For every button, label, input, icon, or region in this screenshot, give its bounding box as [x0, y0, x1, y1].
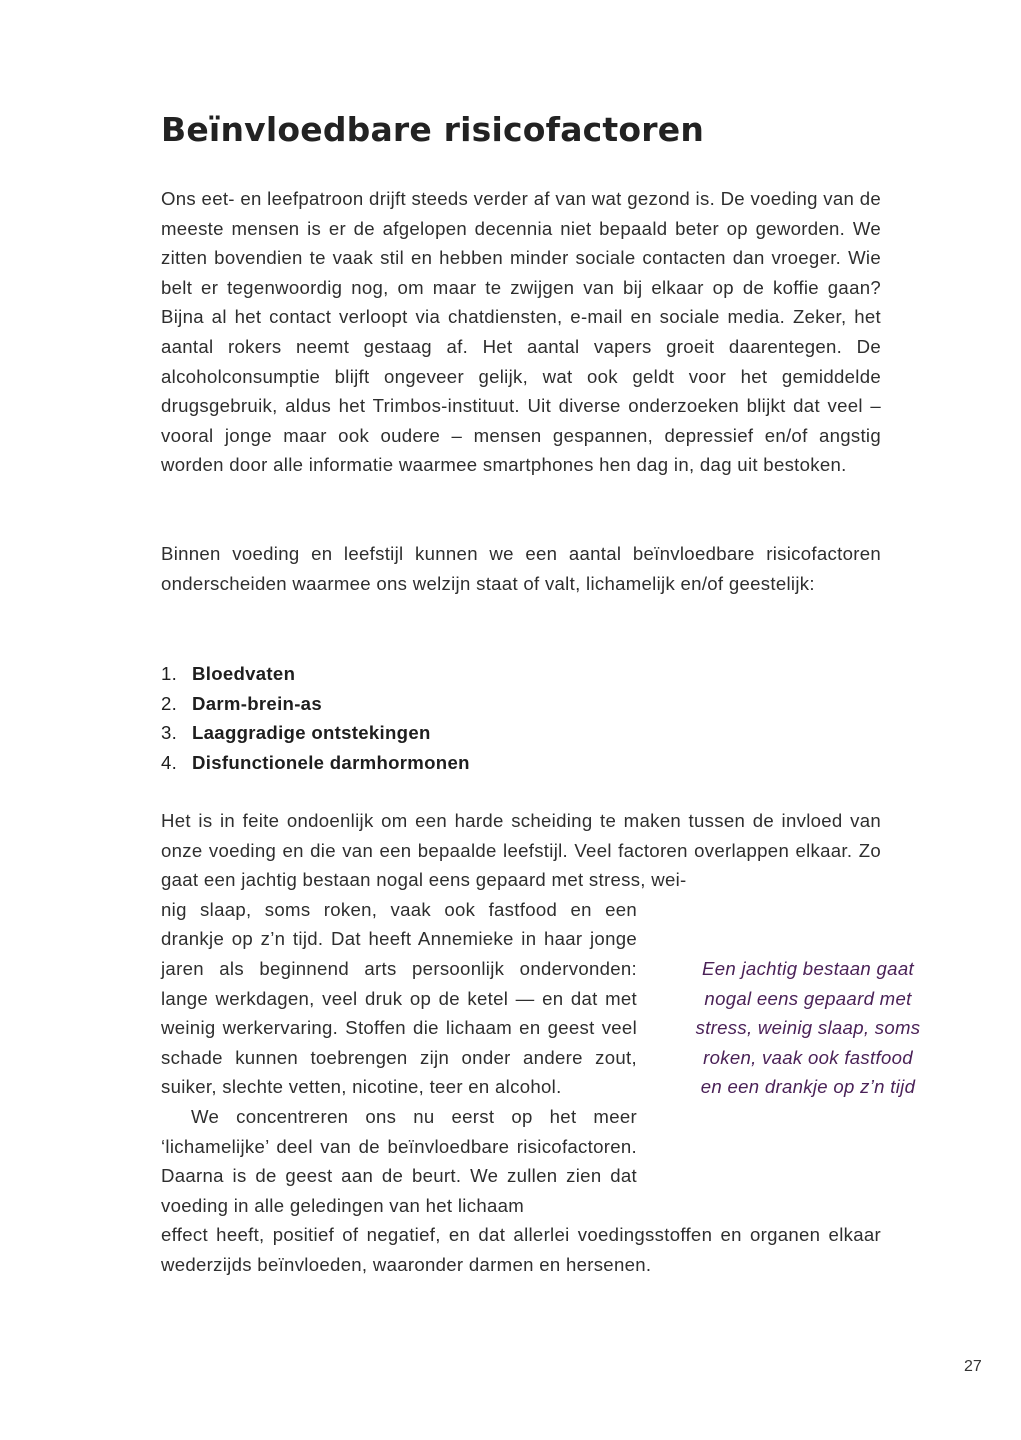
page-title: Beïnvloedbare risicofactoren	[161, 110, 705, 149]
pull-quote: Een jachtig bestaan gaat nogal eens gepaard met stress, weinig slaap, soms roken, vaak ook fastfood en een drankje op z’n tijd	[695, 958, 921, 1098]
list-item-number: 2.	[161, 692, 178, 714]
list-item-label: Laaggradige ontstekingen	[192, 722, 431, 744]
list-item-label: Darm-brein-as	[192, 692, 322, 714]
risk-factor-list	[161, 659, 470, 777]
paragraph-focus-narrow: We concentreren ons nu eerst op het meer ‘lichamelijke’ deel van de beïnvloedbare risicofactoren. Daarna is de geest aan de beurt. We zullen zien dat voeding in alle geledingen van het lichaam	[161, 1105, 637, 1216]
list-item	[161, 718, 470, 748]
list-item-label: Disfunctionele darmhormonen	[192, 751, 470, 773]
list-item	[161, 659, 470, 689]
paragraph-focus-tail: effect heeft, positief of negatief, en dat allerlei voedingsstoffen en organen elkaar wederzijds beïnvloeden, waaronder darmen en hersenen.	[161, 1224, 881, 1275]
list-item-number: 4.	[161, 751, 178, 773]
page-number: 27	[964, 1358, 982, 1375]
paragraph-intro: Ons eet- en leefpatroon drijft steeds verder af van wat gezond is. De voeding van de meeste mensen is er de afgelopen decennia niet bepaald beter op geworden. We zitten bovendien te vaak stil en hebben minder sociale contacten dan vroeger. Wie belt er tegenwoordig nog, om maar te zwijgen van bij elkaar op de koffie gaan? Bijna al het contact verloopt via chatdiensten, e-mail en sociale media. Zeker, het aantal rokers neemt gestaag af. Het aantal vapers groeit daarentegen. De alcoholconsumptie blijft ongeveer gelijk, wat ook geldt voor het gemiddelde drugsgebruik, aldus het Trimbos-instituut. Uit diverse onderzoeken blijkt dat veel – vooral jonge maar ook oudere – mensen gespannen, depressief en/of angstig worden door alle informatie waarmee smartphones hen dag in, dag uit bestoken.	[161, 188, 881, 476]
paragraph-lifestyle-narrow: nig slaap, soms roken, vaak ook fastfood en een drankje op z’n tijd. Dat heeft Annemieke in haar jonge jaren als beginnend arts persoonlijk ondervonden: lange werkdagen, veel druk op de ketel — en dat met weinig werkervaring. Stoffen die lichaam en geest veel schade kunnen toebrengen zijn onder andere zout, suiker, slechte vetten, nicotine, teer en alcohol.	[161, 898, 637, 1098]
list-item	[161, 689, 470, 719]
paragraph-lifestyle-full: Het is in feite ondoenlijk om een harde scheiding te maken tussen de invloed van onze voeding en die van een bepaalde leefstijl. Veel factoren overlappen elkaar. Zo gaat een jachtig bestaan nogal eens gepaard met stress, wei-	[161, 810, 881, 891]
paragraph-risk-factors: Binnen voeding en leefstijl kunnen we een aantal beïnvloedbare risicofactoren onderscheiden waarmee ons welzijn staat of valt, lichamelijk en/of geestelijk:	[161, 543, 881, 594]
list-item-label: Bloedvaten	[192, 663, 296, 684]
list-item-number: 1.	[161, 663, 178, 684]
list-item	[161, 748, 470, 778]
list-item-number: 3.	[161, 722, 178, 744]
